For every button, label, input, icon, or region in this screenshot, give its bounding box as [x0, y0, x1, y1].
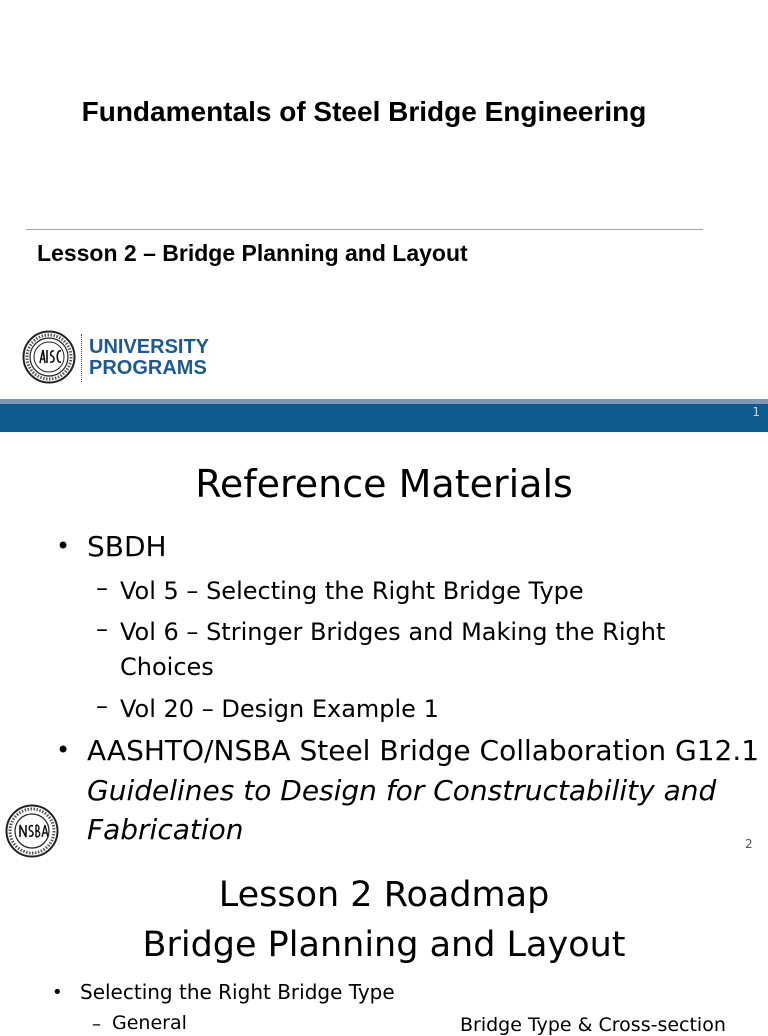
bullet-icon: •: [56, 736, 71, 764]
dash-icon: –: [96, 615, 108, 643]
dash-icon: –: [96, 692, 108, 720]
title-divider: [26, 229, 703, 230]
logo-line-programs: PROGRAMS: [89, 357, 207, 379]
slide3-title-line1: Lesson 2 Roadmap: [218, 875, 550, 915]
sub-item-vol6: Vol 6 – Stringer Bridges and Making the Right: [120, 618, 666, 646]
logo-divider: [81, 334, 82, 382]
roadmap-bullet-1: Selecting the Right Bridge Type: [80, 980, 395, 1004]
roadmap-right-partial: Bridge Type & Cross-section: [460, 1014, 726, 1036]
slide2-title: Reference Materials: [195, 462, 573, 506]
sub-item-vol6-cont: Choices: [120, 653, 214, 681]
logo-line-university: UNIVERSITY: [89, 336, 210, 358]
page-number: 2: [745, 837, 753, 851]
bullet-icon: •: [56, 532, 71, 560]
guidelines-line1: Guidelines to Design for Constructability and: [87, 774, 717, 807]
page-number: 1: [752, 405, 760, 419]
slide1-subtitle: Lesson 2 – Bridge Planning and Layout: [37, 240, 468, 266]
sub-item-vol20: Vol 20 – Design Example 1: [120, 695, 439, 723]
bullet-aashto: AASHTO/NSBA Steel Bridge Collaboration G12.1: [87, 734, 760, 767]
slide1-title: Fundamentals of Steel Bridge Engineering: [81, 96, 647, 127]
dash-icon: –: [92, 1014, 101, 1035]
guidelines-line2: Fabrication: [87, 813, 244, 846]
bullet-sbdh: SBDH: [87, 530, 167, 563]
slide3-title-line2: Bridge Planning and Layout: [142, 925, 626, 965]
nsba-seal-icon: [5, 804, 59, 858]
footer-band: [0, 404, 768, 432]
logo-text: [89, 337, 209, 379]
bullet-icon: •: [52, 982, 63, 1003]
aisc-seal-icon: [22, 330, 76, 384]
slide3-title: [0, 870, 768, 970]
roadmap-sub-general: General: [112, 1012, 187, 1034]
university-programs-logo: [22, 330, 222, 386]
sub-item-vol5: Vol 5 – Selecting the Right Bridge Type: [120, 577, 584, 605]
dash-icon: –: [96, 574, 108, 602]
